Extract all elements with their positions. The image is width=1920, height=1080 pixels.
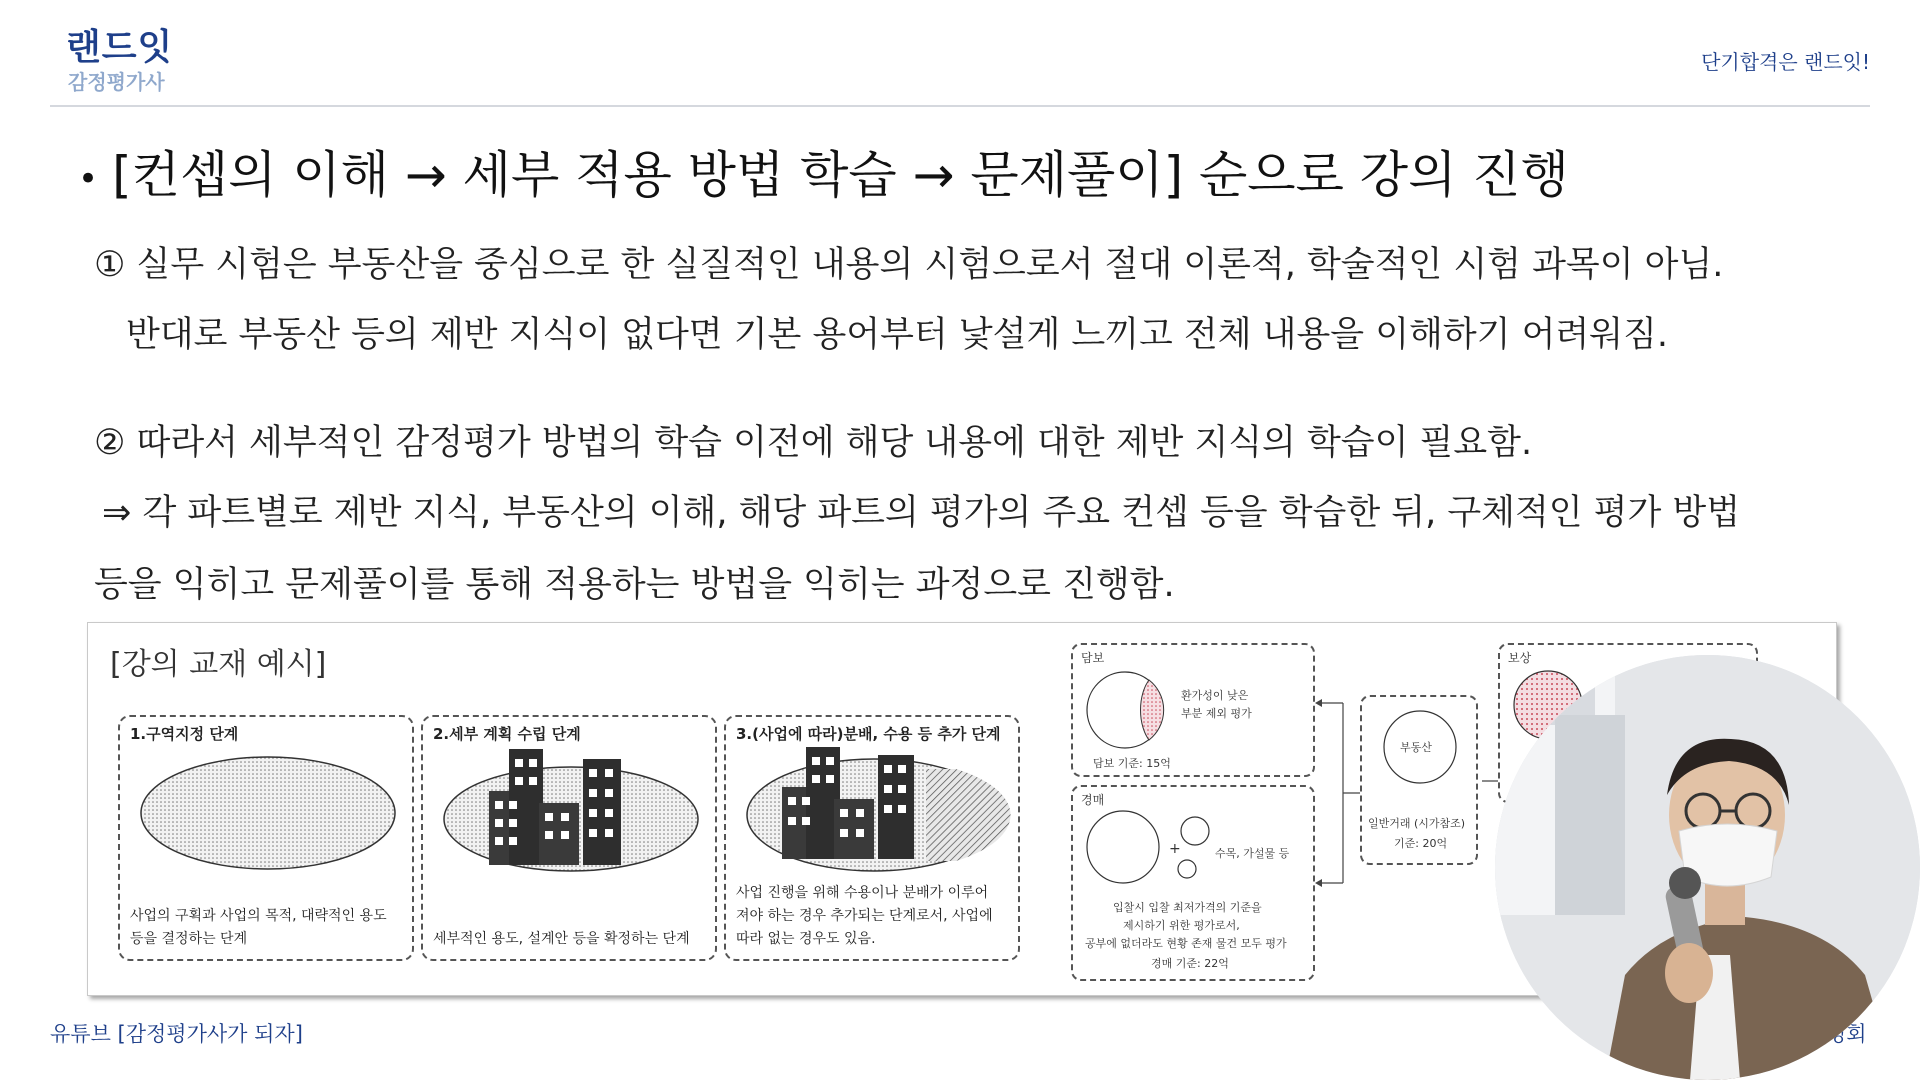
real-estate-note-line-2: 기준: 20억 (1394, 837, 1448, 850)
tagline: 단기합격은 랜드잇! (1701, 50, 1870, 74)
collateral-note-line-2: 부분 제외 평가 (1181, 707, 1252, 720)
stage-2-desc-line-2: 세부적인 용도, 설계안 등을 확정하는 단계 (433, 931, 690, 947)
stage-3-title: 3.(사업에 따라)분배, 수용 등 추가 단계 (736, 725, 1001, 743)
presenter-image (1495, 655, 1920, 1080)
zone-ellipse-illustration (120, 745, 416, 885)
collateral-circle-illustration (1083, 665, 1193, 755)
stage-1-card (118, 715, 414, 961)
svg-text:+: + (1169, 841, 1181, 857)
auction-note-line-1: 입찰시 입찰 최저가격의 기준을 (1113, 901, 1262, 914)
header-divider (50, 105, 1870, 107)
logo-main-text: 랜드잇 (66, 27, 174, 68)
stage-2-card (421, 715, 717, 961)
real-estate-panel (1360, 695, 1478, 865)
stage-2-title: 2.세부 계획 수립 단계 (433, 725, 581, 743)
auction-tag: 경매 (1081, 793, 1105, 807)
stage-3-description (736, 882, 1010, 951)
auction-note-line-2: 제시하기 위한 평가로서, (1123, 919, 1240, 932)
stage-1-desc-line-1: 사업의 구획과 사업의 목적, 대략적인 용도 (130, 908, 387, 924)
paragraph-2-line-3: 등을 익히고 문제풀이를 통해 적용하는 방법을 익히는 과정으로 진행함. (94, 565, 1175, 605)
auction-plus-items: 수목, 가설물 등 (1215, 847, 1290, 860)
footer-channel-label: 유튜브 [감정평가사가 되자] (50, 1022, 303, 1046)
bullet-icon: • (78, 158, 99, 199)
paragraph-1-line-1: ① 실무 시험은 부동산을 중심으로 한 실질적인 내용의 시험으로서 절대 이론적, 학술적인 시험 과목이 아님. (94, 245, 1724, 285)
distribution-illustration (726, 745, 1022, 885)
stage-2-description (433, 928, 707, 951)
real-estate-label: 부동산 (1400, 741, 1432, 754)
paragraph-2-line-2: ⇒ 각 파트별로 제반 지식, 부동산의 이해, 해당 파트의 평가의 주요 컨셉 등을 학습한 뒤, 구체적인 평가 방법 (102, 493, 1741, 533)
paragraph-1-line-2: 반대로 부동산 등의 제반 지식이 없다면 기본 용어부터 낯설게 느끼고 전체 내용을 이해하기 어려워짐. (126, 315, 1668, 355)
headline-text: [컨셉의 이해 → 세부 적용 방법 학습 → 문제풀이] 순으로 강의 진행 (112, 146, 1569, 204)
paragraph-2-line-1: ② 따라서 세부적인 감정평가 방법의 학습 이전에 해당 내용에 대한 제반 지식의 학습이 필요함. (94, 423, 1533, 463)
stage-3-desc-line-2: 져야 하는 경우 추가되는 단계로서, 사업에 (736, 908, 993, 924)
example-label: [강의 교재 예시] (110, 647, 327, 682)
stage-3-desc-line-1: 사업 진행을 위해 수용이나 분배가 이루어 (736, 885, 989, 901)
stage-1-title: 1.구역지정 단계 (130, 725, 239, 743)
auction-basis: 경매 기준: 22억 (1151, 957, 1229, 970)
collateral-panel (1071, 643, 1315, 777)
logo-sub-text: 감정평가사 (68, 70, 165, 94)
real-estate-note-line-1: 일반거래 (시가참조) (1368, 817, 1466, 830)
stage-3-card (724, 715, 1020, 961)
auction-note-line-3: 공부에 없더라도 현황 존재 물건 모두 평가 (1085, 937, 1287, 950)
stage-1-description (130, 905, 404, 951)
logo (66, 26, 176, 96)
stage-1-desc-line-2: 등을 결정하는 단계 (130, 931, 248, 947)
collateral-tag: 담보 (1081, 651, 1105, 665)
collateral-note-line-1: 환가성이 낮은 (1181, 689, 1249, 702)
presenter-webcam (1495, 655, 1920, 1080)
slide-headline (78, 142, 1569, 212)
building-plan-illustration (423, 745, 719, 885)
stage-3-desc-line-3: 따라 없는 경우도 있음. (736, 931, 876, 947)
auction-panel (1071, 785, 1315, 981)
collateral-basis: 담보 기준: 15억 (1093, 757, 1171, 770)
